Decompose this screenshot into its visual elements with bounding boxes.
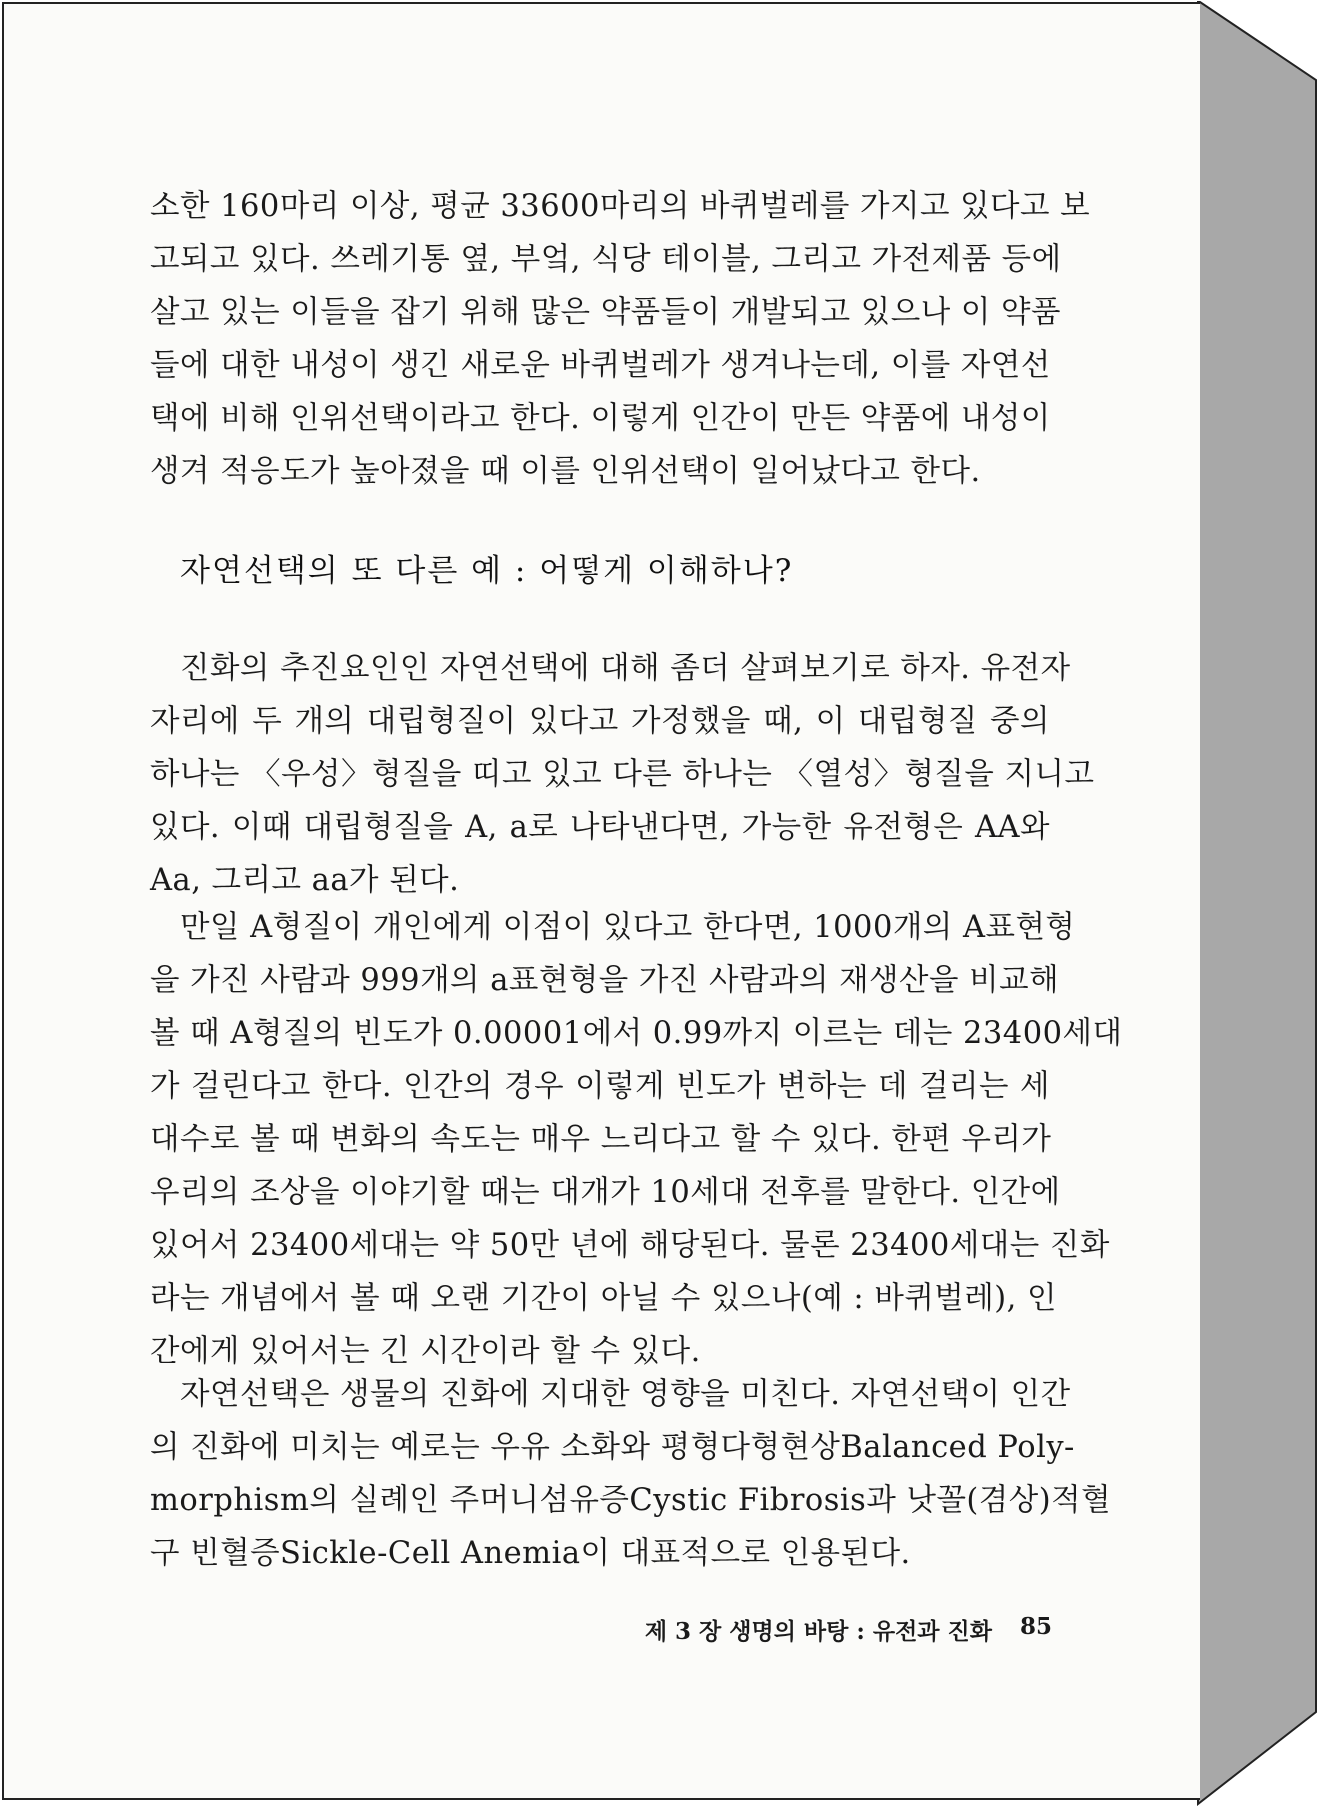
text-line: 살고 있는 이들을 잡기 위해 많은 약품들이 개발되고 있으나 이 약품 [150, 295, 1061, 330]
text-line: 가 걸린다고 한다. 인간의 경우 이렇게 빈도가 변하는 데 걸리는 세 [150, 1069, 1050, 1104]
text-line: 간에게 있어서는 긴 시간이라 할 수 있다. [150, 1334, 701, 1369]
text-line: 자연선택은 생물의 진화에 지대한 영향을 미친다. 자연선택이 인간 [180, 1377, 1071, 1412]
text-line: 고되고 있다. 쓰레기통 옆, 부엌, 식당 테이블, 그리고 가전제품 등에 [150, 242, 1062, 277]
text-line: 있어서 23400세대는 약 50만 년에 해당된다. 물론 23400세대는 진화 [150, 1228, 1110, 1263]
section-heading: 자연선택의 또 다른 예 : 어떻게 이해하나? [180, 553, 794, 589]
text-line: 하나는 〈우성〉형질을 띠고 있고 다른 하나는 〈열성〉형질을 지니고 [150, 757, 1095, 792]
paragraph-frequency [150, 901, 1123, 1378]
text-line: 들에 대한 내성이 생긴 새로운 바퀴벌레가 생겨나는데, 이를 자연선 [150, 348, 1051, 383]
text-line: morphism의 실례인 주머니섬유증Cystic Fibrosis과 낫꼴(겸상)적혈 [150, 1483, 1112, 1518]
text-line: 볼 때 A형질의 빈도가 0.00001에서 0.99까지 이르는 데는 23400세대 [150, 1016, 1123, 1051]
text-line: 구 빈혈증Sickle-Cell Anemia이 대표적으로 인용된다. [150, 1536, 911, 1571]
paragraph-allele [150, 642, 1095, 907]
paragraph-continuation [150, 180, 1091, 498]
text-line: 소한 160마리 이상, 평균 33600마리의 바퀴벌레를 가지고 있다고 보 [150, 189, 1091, 224]
page-footer [620, 1613, 1052, 1646]
text-line: 진화의 추진요인인 자연선택에 대해 좀더 살펴보기로 하자. 유전자 [180, 651, 1071, 686]
text-line: 택에 비해 인위선택이라고 한다. 이렇게 인간이 만든 약품에 내성이 [150, 401, 1051, 436]
text-line: 대수로 볼 때 변화의 속도는 매우 느리다고 할 수 있다. 한편 우리가 [150, 1122, 1052, 1157]
text-line: 우리의 조상을 이야기할 때는 대개가 10세대 전후를 말한다. 인간에 [150, 1175, 1061, 1210]
paragraph-natural-selection [150, 1368, 1112, 1580]
text-line: 라는 개념에서 볼 때 오랜 기간이 아닐 수 있으나(예 : 바퀴벌레), 인 [150, 1281, 1057, 1316]
page-number: 85 [1019, 1613, 1052, 1640]
book-side-face [1198, 2, 1316, 1804]
text-line: 있다. 이때 대립형질을 A, a로 나타낸다면, 가능한 유전형은 AA와 [150, 810, 1050, 845]
text-line: 자리에 두 개의 대립형질이 있다고 가정했을 때, 이 대립형질 중의 [150, 704, 1050, 739]
text-line: 생겨 적응도가 높아졌을 때 이를 인위선택이 일어났다고 한다. [150, 454, 981, 489]
chapter-title: 제 3 장 생명의 바탕 : 유전과 진화 [644, 1618, 992, 1645]
text-line: 만일 A형질이 개인에게 이점이 있다고 한다면, 1000개의 A표현형 [180, 910, 1076, 945]
text-line: 의 진화에 미치는 예로는 우유 소화와 평형다형현상Balanced Poly- [150, 1430, 1075, 1465]
text-line: 을 가진 사람과 999개의 a표현형을 가진 사람과의 재생산을 비교해 [150, 963, 1060, 998]
text-line: Aa, 그리고 aa가 된다. [150, 863, 460, 898]
